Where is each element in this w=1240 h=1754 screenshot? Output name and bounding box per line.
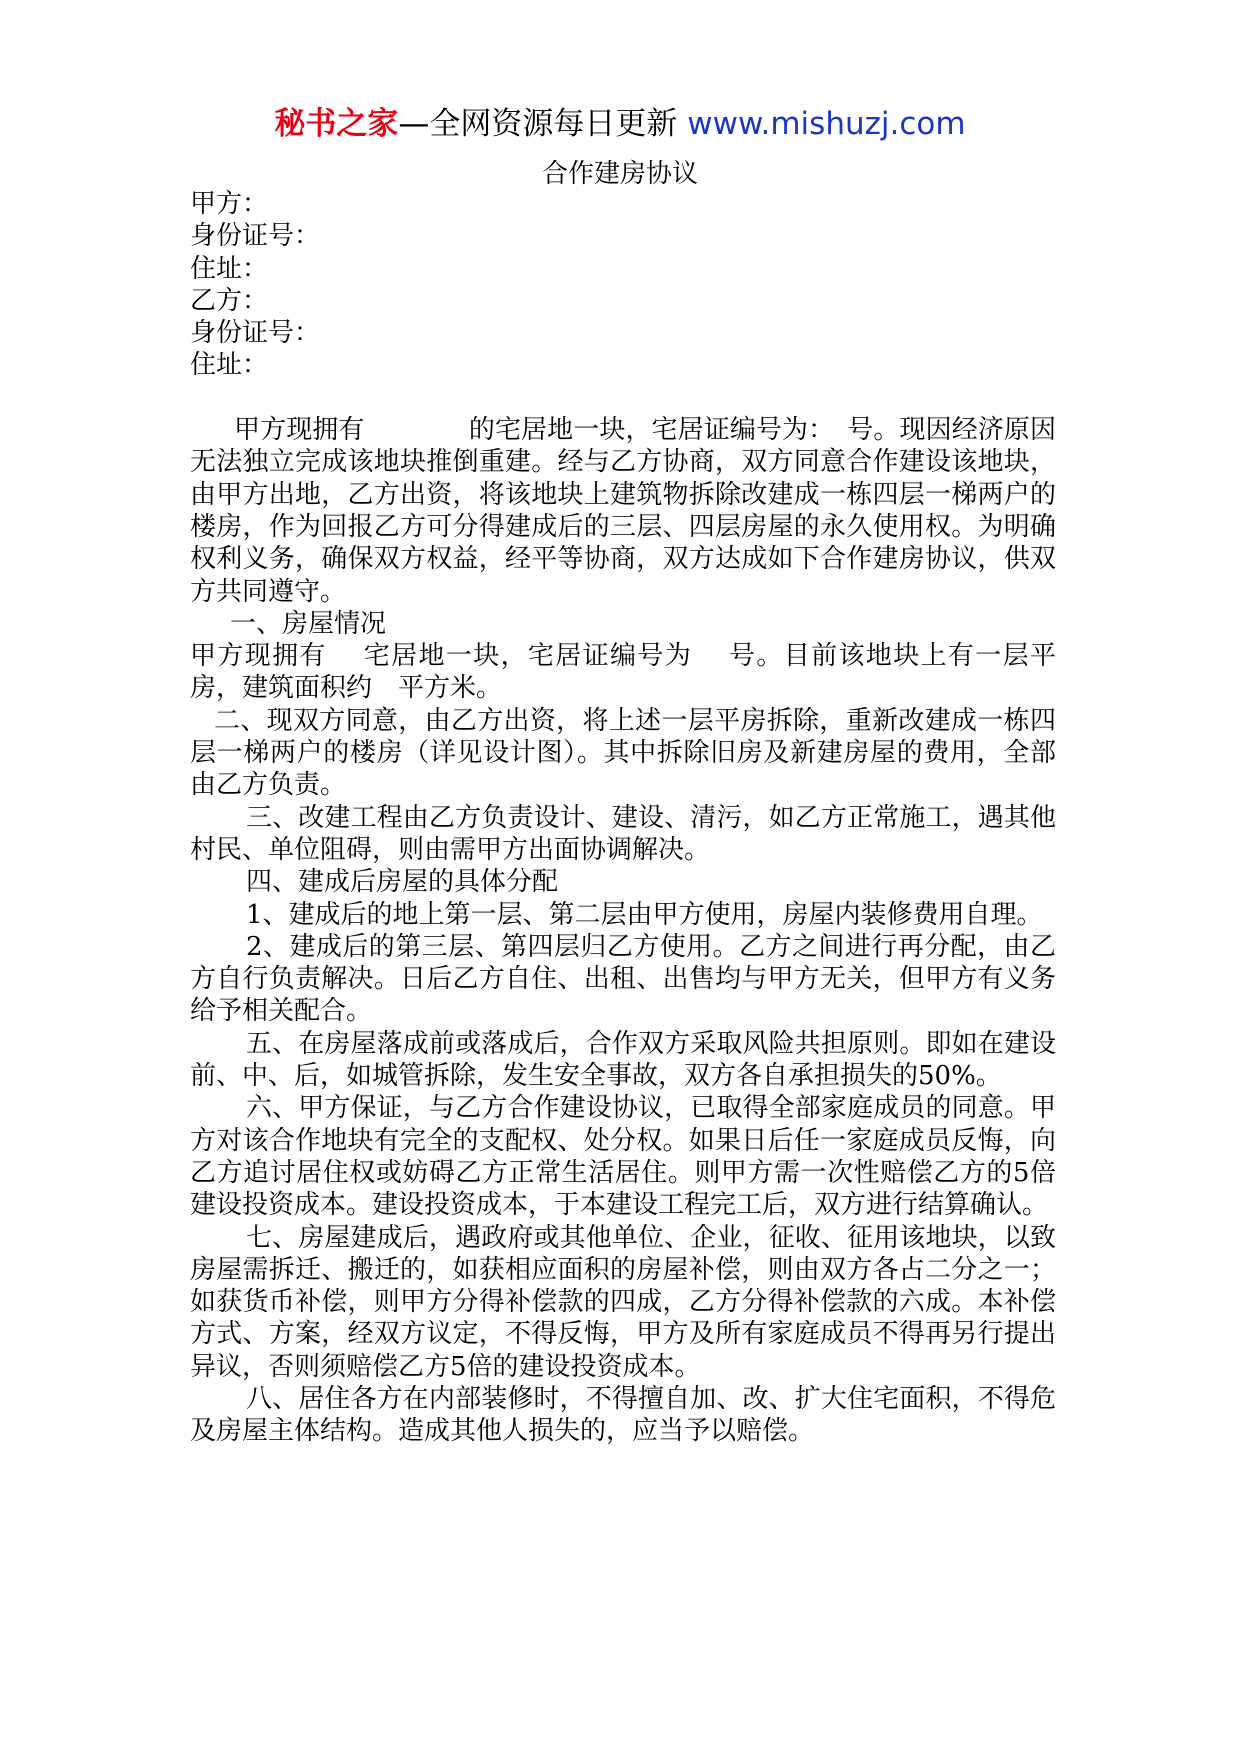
section-6-paragraph: 六、甲方保证，与乙方合作建设协议，已取得全部家庭成员的同意。甲方对该合作地块有完全的支配权、处分权。如果日后任一家庭成员反悔，向乙方追讨居住权或妨碍乙方正常生活居住。则甲方需一次性赔偿乙方的5倍建设投资成本。建设投资成本，于本建设工程完工后，双方进行结算确认。 bbox=[190, 1093, 1056, 1221]
section-2-paragraph: 二、现双方同意，由乙方出资，将上述一层平房拆除，重新改建成一栋四层一梯两户的楼房（详见设计图）。其中拆除旧房及新建房屋的费用，全部由乙方负责。 bbox=[190, 705, 1056, 801]
site-tagline: —全网资源每日更新 bbox=[398, 106, 678, 142]
section-5-paragraph: 五、在房屋落成前或落成后，合作双方采取风险共担原则。即如在建设前、中、后，如城管拆除，发生安全事故，双方各自承担损失的50%。 bbox=[190, 1028, 1056, 1092]
section-8-paragraph: 八、居住各方在内部装修时，不得擅自加、改、扩大住宅面积，不得危及房屋主体结构。造成其他人损失的，应当予以赔偿。 bbox=[190, 1383, 1056, 1447]
party-a-line: 甲方： bbox=[190, 189, 269, 219]
blank-line bbox=[190, 382, 1056, 414]
site-url-link[interactable]: www.mishuzj.com bbox=[687, 106, 966, 142]
section-4-heading: 四、建成后房屋的具体分配 bbox=[246, 867, 559, 898]
intro-paragraph: 甲方现拥有 的宅居地一块，宅居证编号为： 号。现因经济原因无法独立完成该地块推倒重建。经与乙方协商，双方同意合作建设该地块，由甲方出地，乙方出资，将该地块上建筑物拆除改建成一栋四层一梯两户的楼房，作为回报乙方可分得建成后的三层、四层房屋的永久使用权。为明确权利义务，确保双方权益，经平等协商，双方达成如下合作建房协议，供双方共同遵守。 bbox=[190, 415, 1056, 607]
section-4-item-1: 1、建成后的地上第一层、第二层由甲方使用，房屋内装修费用自理。 bbox=[246, 899, 1043, 930]
document-body bbox=[190, 188, 1056, 1448]
party-b-line: 乙方： bbox=[190, 285, 269, 316]
party-b-address-line: 住址： bbox=[190, 350, 269, 381]
site-header bbox=[0, 104, 1240, 144]
section-4-item-2: 2、建成后的第三层、第四层归乙方使用。乙方之间进行再分配，由乙方自行负责解决。日后乙方自住、出租、出售均与甲方无关，但甲方有义务给予相关配合。 bbox=[190, 931, 1056, 1027]
section-7-paragraph: 七、房屋建成后，遇政府或其他单位、企业，征收、征用该地块，以致房屋需拆迁、搬迁的，如获相应面积的房屋补偿，则由双方各占二分之一；如获货币补偿，则甲方分得补偿款的四成，乙方分得补偿款的六成。本补偿方式、方案，经双方议定，不得反悔，甲方及所有家庭成员不得再另行提出异议，否则须赔偿乙方5倍的建设投资成本。 bbox=[190, 1222, 1056, 1382]
brand-name: 秘书之家 bbox=[274, 106, 399, 142]
section-1-heading: 一、房屋情况 bbox=[230, 608, 387, 639]
party-b-id-line: 身份证号： bbox=[190, 318, 321, 349]
section-1-body: 甲方现拥有 宅居地一块，宅居证编号为 号。目前该地块上有一层平房，建筑面积约 平方米。 bbox=[190, 641, 1056, 704]
document-title: 合作建房协议 bbox=[541, 159, 698, 189]
party-a-id-line: 身份证号： bbox=[190, 221, 321, 252]
section-3-paragraph: 三、改建工程由乙方负责设计、建设、清污，如乙方正常施工，遇其他村民、单位阻碍，则由需甲方出面协调解决。 bbox=[190, 802, 1056, 865]
party-a-address-line: 住址： bbox=[190, 253, 269, 284]
